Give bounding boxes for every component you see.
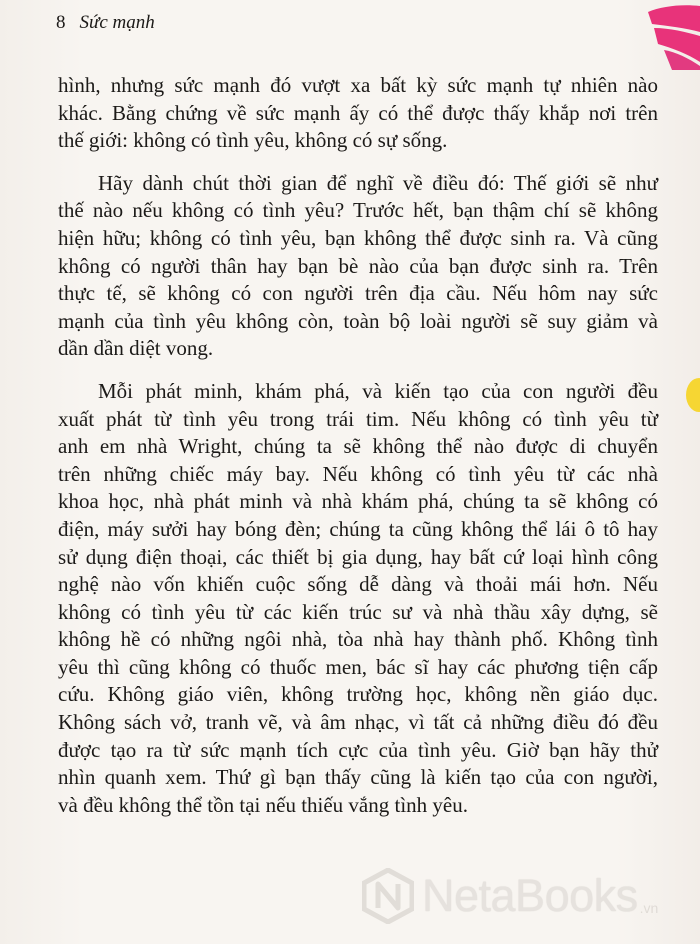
text-line: sử dụng điện thoại, các thiết bị gia dụng, hay bất cứ loại hình công bbox=[58, 544, 658, 569]
text-line: và đều không thể tồn tại nếu thiếu vắng tình yêu. bbox=[58, 792, 468, 817]
text-line: Hãy dành chút thời gian để nghĩ về điều đó: Thế giới sẽ như bbox=[98, 170, 658, 195]
running-head bbox=[56, 12, 155, 34]
text-line: điện, máy sưởi hay bóng đèn; chúng ta cũng không thể lái ô tô hay bbox=[58, 516, 658, 541]
watermark-tld: .vn bbox=[639, 900, 659, 916]
text-line: thế giới: không có tình yêu, không có sự sống. bbox=[58, 128, 448, 153]
text-line: Mỗi phát minh, khám phá, và kiến tạo của con người đều bbox=[98, 378, 658, 403]
paragraph bbox=[58, 170, 658, 363]
body-text bbox=[58, 72, 658, 834]
text-line: không có tình yêu từ các kiến trúc sư và nhà thầu xây dựng, sẽ bbox=[58, 599, 658, 624]
text-line: anh em nhà Wright, chúng ta sẽ không thể nào được di chuyển bbox=[58, 434, 658, 459]
pink-page-tab-icon bbox=[642, 2, 700, 70]
text-line: được tạo ra từ sức mạnh tích cực của tình yêu. Giờ bạn hãy thử bbox=[58, 737, 658, 762]
text-line: khác. Bằng chứng về sức mạnh ấy có thể được thấy khắp nơi trên bbox=[58, 100, 658, 125]
book-title: Sức mạnh bbox=[79, 12, 155, 33]
text-line: không hề có những ngôi nhà, tòa nhà hay thành phố. Không tình bbox=[58, 627, 658, 652]
text-line: nhìn quanh xem. Thứ gì bạn thấy cũng là kiến tạo của con người, bbox=[58, 765, 658, 790]
text-line: hình, nhưng sức mạnh đó vượt xa bất kỳ sức mạnh tự nhiên nào bbox=[58, 73, 658, 97]
watermark-brand: NetaBooks bbox=[422, 870, 638, 921]
text-line: khoa học, nhà phát minh và nhà khám phá, chúng ta sẽ không có bbox=[58, 489, 658, 514]
text-line: trên những chiếc máy bay. Nếu không có tình yêu từ các nhà bbox=[58, 461, 658, 486]
text-line: yêu thì cũng không có thuốc men, bác sĩ hay các phương tiện cấp bbox=[58, 654, 658, 679]
text-line: dần dần diệt vong. bbox=[58, 336, 214, 361]
watermark bbox=[362, 868, 658, 924]
text-line: Không sách vở, tranh vẽ, và âm nhạc, vì tất cả những điều đó đều bbox=[58, 710, 658, 735]
text-line: thực tế, sẽ không có con người trên địa cầu. Nếu hôm nay sức bbox=[58, 281, 658, 306]
page-number: 8 bbox=[56, 12, 66, 33]
text-line: cứu. Không giáo viên, không trường học, không nền giáo dục. bbox=[58, 682, 658, 707]
yellow-page-tab bbox=[686, 378, 700, 412]
hexagon-n-logo-icon bbox=[362, 868, 414, 924]
paragraph bbox=[58, 72, 658, 155]
text-line: hiện hữu; không có tình yêu, bạn không thể được sinh ra. Và cũng bbox=[58, 225, 658, 250]
text-line: mạnh của tình yêu không còn, toàn bộ loài người sẽ suy giảm và bbox=[58, 308, 658, 333]
text-line: nghệ nào vốn khiến cuộc sống dễ dàng và thoải mái hơn. Nếu bbox=[58, 572, 658, 597]
text-line: không có người thân hay bạn bè nào của bạn được sinh ra. Trên bbox=[58, 253, 658, 278]
text-line: thế nào nếu không có tình yêu? Trước hết, bạn thậm chí sẽ không bbox=[58, 198, 658, 223]
paragraph bbox=[58, 378, 658, 820]
text-line: xuất phát từ tình yêu trong trái tim. Nếu không có tình yêu từ bbox=[58, 406, 658, 431]
